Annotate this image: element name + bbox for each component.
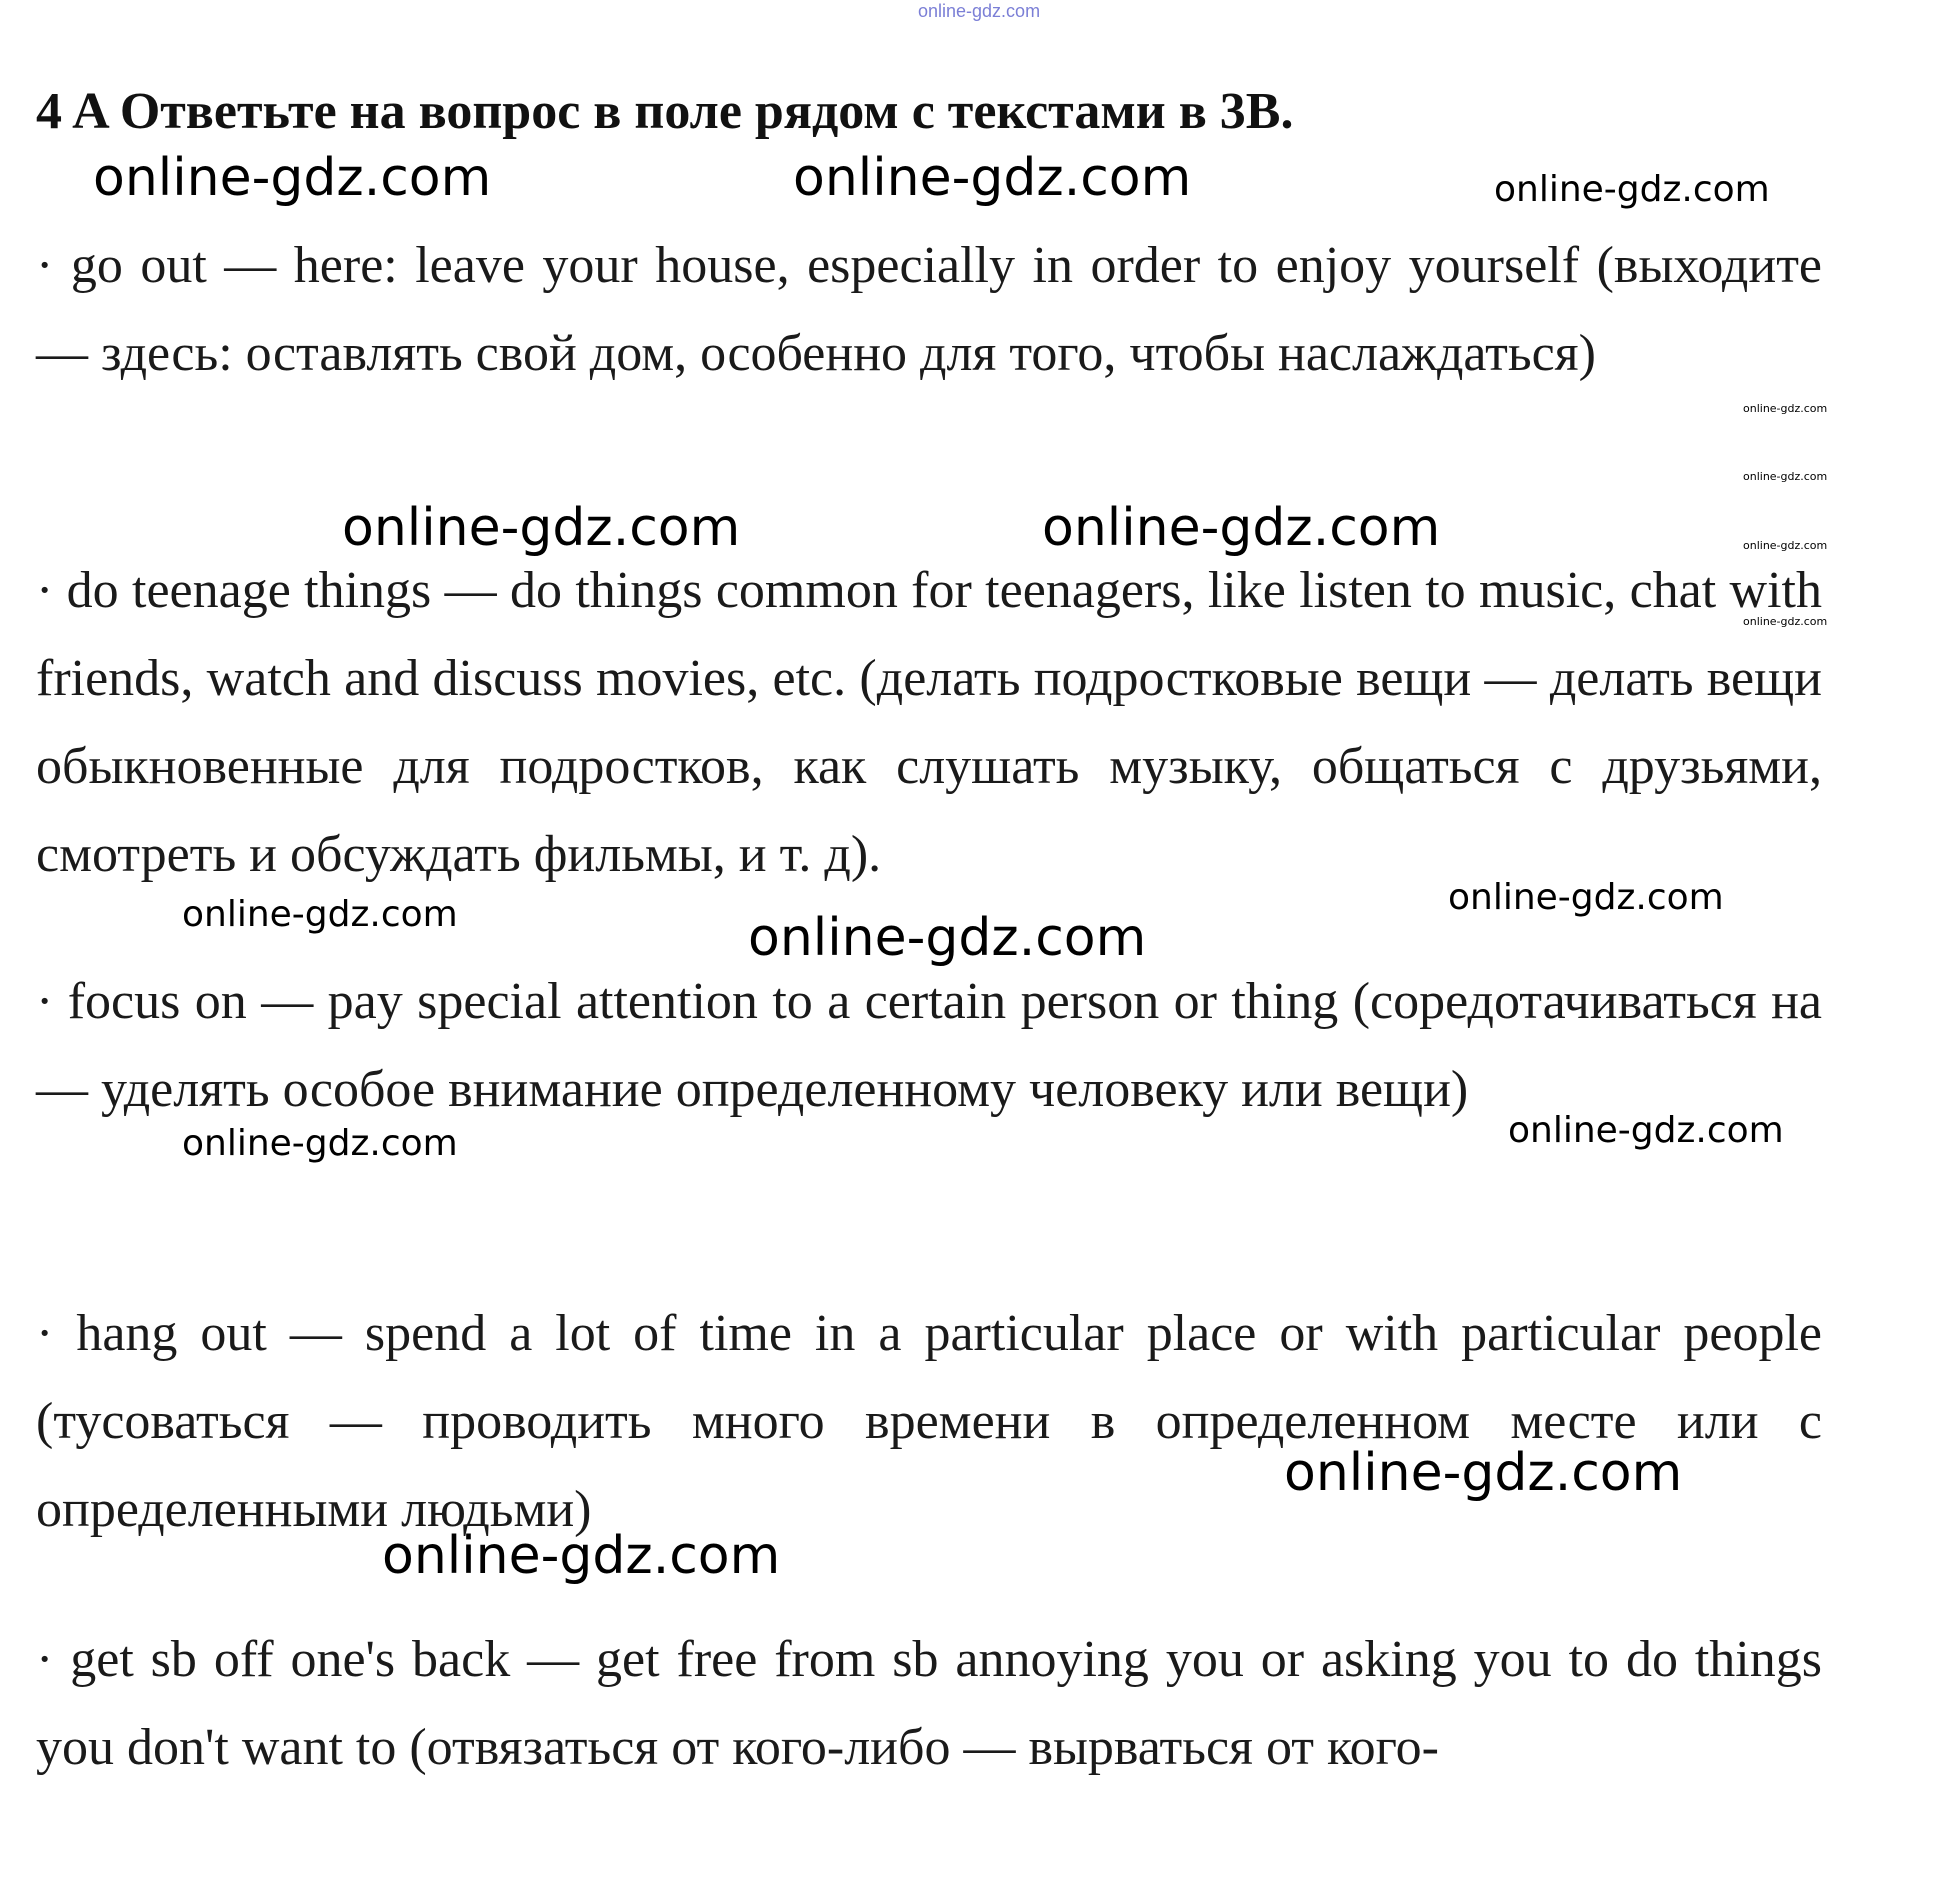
watermark: online-gdz.com <box>1743 615 1828 628</box>
watermark: online-gdz.com <box>748 908 1147 968</box>
paragraph-do-teenage-things: · do teenage things — do things common for teenagers, like listen to music, chat with friends, watch and discuss movies, etc. (делать подростковые вещи — делать вещи обыкновенные для подростков, как слушать музыку, общаться с друзьями, смотреть и обсуждать фильмы, и т. д). <box>36 562 1822 883</box>
watermark: online-gdz.com <box>1743 402 1828 415</box>
watermark: online-gdz.com <box>1494 169 1770 210</box>
watermark: online-gdz.com <box>793 148 1192 208</box>
watermark: online-gdz.com <box>93 148 492 208</box>
watermark: online-gdz.com <box>1508 1110 1784 1151</box>
watermark: online-gdz.com <box>382 1526 781 1586</box>
watermark: online-gdz.com <box>1743 539 1828 552</box>
watermark: online-gdz.com <box>342 498 741 558</box>
watermark: online-gdz.com <box>1284 1443 1683 1503</box>
top-watermark: online-gdz.com <box>918 1 1041 21</box>
watermark: online-gdz.com <box>182 894 458 935</box>
watermark: online-gdz.com <box>182 1123 458 1164</box>
exercise-heading: 4 A Ответьте на вопрос в поле рядом с текстами в 3B. <box>36 83 1294 140</box>
watermark: online-gdz.com <box>1743 470 1828 483</box>
watermark: online-gdz.com <box>1042 498 1441 558</box>
paragraph-go-out: · go out — here: leave your house, especially in order to enjoy yourself (выходите — здесь: оставлять свой дом, особенно для того, чтобы наслаждаться) <box>36 237 1822 382</box>
paragraph-get-sb-off: · get sb off one's back — get free from sb annoying you or asking you to do things you don't want to (отвязаться от кого-либо — вырваться от кого- <box>36 1631 1822 1776</box>
paragraph-focus-on: · focus on — pay special attention to a certain person or thing (соредотачиваться на — уделять особое внимание определенному человеку или вещи) <box>36 973 1822 1118</box>
watermark: online-gdz.com <box>1448 877 1724 918</box>
paragraph-hang-out: · hang out — spend a lot of time in a particular place or with particular people (тусоваться — проводить много времени в определенном месте или с определенными людьми) <box>36 1305 1822 1538</box>
